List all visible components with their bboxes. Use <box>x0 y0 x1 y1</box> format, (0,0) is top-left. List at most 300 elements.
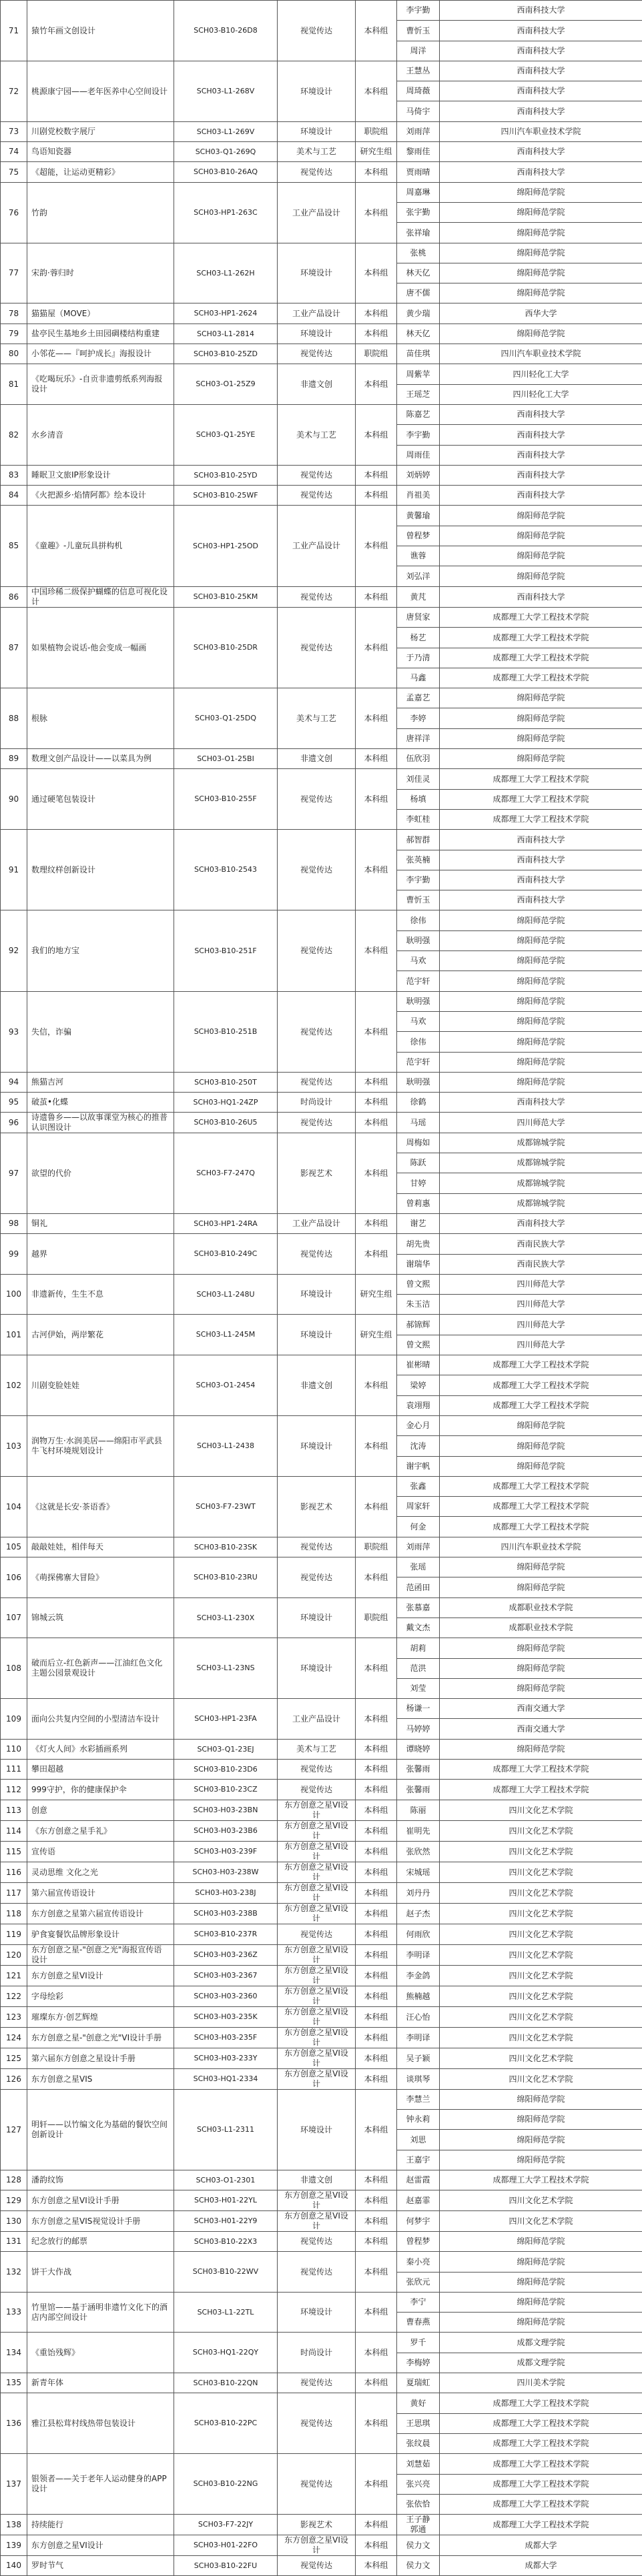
entry-category: 东方创意之星VI设计 <box>278 1945 356 1966</box>
entry-category: 视觉传达 <box>278 2454 356 2515</box>
member-name: 崔彬晴 <box>397 1355 440 1375</box>
entry-title: 攀田超越 <box>27 1760 174 1780</box>
entry-group: 本科组 <box>356 2333 397 2373</box>
table-row <box>1 1113 642 1133</box>
member-name: 刘雨萍 <box>397 122 440 142</box>
entry-number: 140 <box>1 2556 27 2576</box>
entry-code: SCH03-H03-238B <box>174 1904 278 1924</box>
entry-category: 东方创意之星VI设计 <box>278 1966 356 1986</box>
entry-number: 93 <box>1 992 27 1073</box>
entry-number: 78 <box>1 303 27 324</box>
table-row <box>1 2393 642 2414</box>
table-row <box>1 486 642 506</box>
member-school: 四川师范大学 <box>440 1275 642 1295</box>
member-school: 西南科技大学 <box>440 21 642 41</box>
entry-category: 东方创意之星VI设计 <box>278 1862 356 1883</box>
entry-code: SCH03-O1-25BI <box>174 749 278 769</box>
table-row <box>1 466 642 486</box>
member-school: 四川师范大学 <box>440 1335 642 1355</box>
table-row <box>1 2190 642 2211</box>
member-name: 杨填 <box>397 790 440 810</box>
member-name: 马倚宇 <box>397 101 440 122</box>
member-name: 熊楠越 <box>397 1986 440 2007</box>
member-name: 李明译 <box>397 2028 440 2048</box>
entry-title: 润物万生·水润美居——绵阳市平武县牛飞村环境规划设计 <box>27 1416 174 1477</box>
entry-category: 东方创意之星VI设计 <box>278 1821 356 1842</box>
entry-number: 76 <box>1 183 27 243</box>
member-name: 范宇轩 <box>397 971 440 992</box>
entry-category: 工业产品设计 <box>278 303 356 324</box>
entry-number: 82 <box>1 405 27 466</box>
entry-number: 124 <box>1 2028 27 2048</box>
member-school: 成都理工大学工程技术学院 <box>440 1375 642 1396</box>
entry-code: SCH03-L1-23NS <box>174 1638 278 1699</box>
entry-number: 92 <box>1 910 27 992</box>
entry-title: 饼干大作战 <box>27 2252 174 2293</box>
table-row <box>1 122 642 142</box>
member-school: 西南科技大学 <box>440 101 642 122</box>
entry-group: 本科组 <box>356 1093 397 1113</box>
member-name: 耿明强 <box>397 992 440 1012</box>
entry-group: 本科组 <box>356 2048 397 2069</box>
member-school: 成都文理学院 <box>440 2353 642 2373</box>
member-school: 成都大学 <box>440 2556 642 2576</box>
entry-code: SCH03-B10-22QN <box>174 2373 278 2393</box>
member-name: 马欢 <box>397 951 440 971</box>
entry-category: 视觉传达 <box>278 608 356 688</box>
entry-title: 欲望的代价 <box>27 1133 174 1214</box>
entry-number: 94 <box>1 1073 27 1093</box>
entry-code: SCH03-B10-2543 <box>174 830 278 910</box>
entry-title: 第六届宣传语设计 <box>27 1883 174 1904</box>
member-name: 张馨雨 <box>397 1760 440 1780</box>
entry-group: 本科组 <box>356 587 397 608</box>
member-school: 成都理工大学工程技术学院 <box>440 628 642 648</box>
entry-number: 111 <box>1 1760 27 1780</box>
member-school: 绵阳师范学院 <box>440 566 642 587</box>
entry-title: 破茧•化蝶 <box>27 1093 174 1113</box>
entry-title: 铜礼 <box>27 1214 174 1234</box>
entry-title: 竹韵 <box>27 183 174 243</box>
table-row <box>1 1883 642 1904</box>
table-row <box>1 587 642 608</box>
entry-number: 85 <box>1 506 27 587</box>
entry-category: 非遗文创 <box>278 364 356 405</box>
member-school: 成都理工大学工程技术学院 <box>440 1477 642 1497</box>
entry-title: 熊猫吉河 <box>27 1073 174 1093</box>
entry-code: SCH03-L1-262H <box>174 243 278 303</box>
entry-category: 视觉传达 <box>278 830 356 910</box>
table-row <box>1 1821 642 1842</box>
member-school: 西南科技大学 <box>440 587 642 608</box>
member-school: 成都职业技术学院 <box>440 1598 642 1618</box>
entry-group: 本科组 <box>356 2211 397 2232</box>
member-name: 崔明先 <box>397 1821 440 1842</box>
member-school: 绵阳师范学院 <box>440 1032 642 1053</box>
member-name: 张鑫 <box>397 1477 440 1497</box>
member-name: 李慧兰 <box>397 2090 440 2110</box>
entry-title: 东方创意之星-"创意之光"VI设计手册 <box>27 2028 174 2048</box>
entry-category: 非遗文创 <box>278 1355 356 1416</box>
entry-number: 74 <box>1 142 27 162</box>
entry-group: 本科组 <box>356 1073 397 1093</box>
member-name: 吴子颖 <box>397 2048 440 2069</box>
entry-code: SCH03-H03-235K <box>174 2007 278 2028</box>
table-row <box>1 1355 642 1375</box>
table-row <box>1 1945 642 1966</box>
entry-title: 川剧党校数字展厅 <box>27 122 174 142</box>
entry-title: 东方创意之星VI设计 <box>27 1966 174 1986</box>
entry-category: 视觉传达 <box>278 1113 356 1133</box>
table-row <box>1 364 642 385</box>
entry-group: 本科组 <box>356 1416 397 1477</box>
table-row <box>1 2007 642 2028</box>
entry-group: 本科组 <box>356 992 397 1073</box>
entry-code: SCH03-HP1-2624 <box>174 303 278 324</box>
entry-group: 本科组 <box>356 2232 397 2252</box>
table-row <box>1 2090 642 2110</box>
member-school: 成都理工大学工程技术学院 <box>440 1780 642 1800</box>
entry-category: 视觉传达 <box>278 910 356 992</box>
entry-code: SCH03-Q1-25DQ <box>174 688 278 749</box>
member-name: 罗千 <box>397 2333 440 2353</box>
member-school: 西南民族大学 <box>440 1255 642 1275</box>
member-name: 刘雨萍 <box>397 1537 440 1557</box>
entry-group: 研究生组 <box>356 1275 397 1315</box>
entry-title: 东方创意之星VIS <box>27 2069 174 2090</box>
entry-group: 研究生组 <box>356 1315 397 1355</box>
member-name: 李梅婷 <box>397 2353 440 2373</box>
entry-code: SCH03-Q1-269Q <box>174 142 278 162</box>
member-name: 侯力文 <box>397 2556 440 2576</box>
entry-category: 视觉传达 <box>278 1234 356 1275</box>
entry-category: 视觉传达 <box>278 1760 356 1780</box>
member-school: 四川文化艺术学院 <box>440 2028 642 2048</box>
entry-number: 84 <box>1 486 27 506</box>
table-row <box>1 1638 642 1659</box>
entry-code: SCH03-B10-255F <box>174 769 278 830</box>
member-name: 陈跃 <box>397 1153 440 1173</box>
entry-number: 116 <box>1 1862 27 1883</box>
entry-category: 视觉传达 <box>278 2393 356 2454</box>
entry-code: SCH03-B10-25YD <box>174 466 278 486</box>
entry-code: SCH03-L1-22TL <box>174 2293 278 2333</box>
member-name: 唐祥洋 <box>397 729 440 749</box>
entry-group: 本科组 <box>356 1355 397 1416</box>
member-school: 绵阳师范学院 <box>440 1577 642 1598</box>
entry-group: 本科组 <box>356 1821 397 1842</box>
entry-title: 通过硬笔包装设计 <box>27 769 174 830</box>
entry-number: 138 <box>1 2515 27 2535</box>
member-school: 成都理工大学工程技术学院 <box>440 2434 642 2454</box>
member-school: 绵阳师范学院 <box>440 526 642 546</box>
entry-group: 本科组 <box>356 1638 397 1699</box>
entry-code: SCH03-L1-245M <box>174 1315 278 1355</box>
member-school: 绵阳师范学院 <box>440 951 642 971</box>
entry-category: 东方创意之星VI设计 <box>278 2007 356 2028</box>
member-name: 范函田 <box>397 1577 440 1598</box>
member-name: 李金鸽 <box>397 1966 440 1986</box>
entry-number: 100 <box>1 1275 27 1315</box>
entry-code: SCH03-L1-2311 <box>174 2090 278 2170</box>
entry-code: SCH03-B10-22X3 <box>174 2232 278 2252</box>
entry-group: 本科组 <box>356 688 397 749</box>
table-row <box>1 830 642 850</box>
member-school: 成都理工大学工程技术学院 <box>440 1760 642 1780</box>
entry-number: 134 <box>1 2333 27 2373</box>
entry-number: 102 <box>1 1355 27 1416</box>
entry-number: 129 <box>1 2190 27 2211</box>
entry-number: 83 <box>1 466 27 486</box>
member-school: 成都文理学院 <box>440 2333 642 2353</box>
table-row <box>1 992 642 1012</box>
member-name: 马婷婷 <box>397 1719 440 1740</box>
member-school: 绵阳师范学院 <box>440 749 642 769</box>
member-school: 绵阳师范学院 <box>440 1740 642 1760</box>
entry-group: 本科组 <box>356 2535 397 2556</box>
member-name: 宋城瑶 <box>397 1862 440 1883</box>
entry-title: 猿竹年画文创设计 <box>27 1 174 61</box>
member-school: 绵阳师范学院 <box>440 506 642 526</box>
member-name: 曾程梦 <box>397 526 440 546</box>
entry-title: 敲敲娃娃，相伴每天 <box>27 1537 174 1557</box>
member-name: 刘思 <box>397 2130 440 2150</box>
member-name: 肖祖美 <box>397 486 440 506</box>
table-row <box>1 2333 642 2353</box>
entry-number: 86 <box>1 587 27 608</box>
member-name: 谯蓉 <box>397 546 440 566</box>
entry-title: 驴食宴餐饮品牌形象设计 <box>27 1924 174 1945</box>
entry-category: 非遗文创 <box>278 2170 356 2190</box>
table-row <box>1 1234 642 1255</box>
entry-category: 环境设计 <box>278 2293 356 2333</box>
member-name: 张祥瑜 <box>397 223 440 243</box>
member-school: 成都理工大学工程技术学院 <box>440 608 642 628</box>
entry-number: 81 <box>1 364 27 405</box>
member-school: 绵阳师范学院 <box>440 1416 642 1436</box>
entry-number: 99 <box>1 1234 27 1275</box>
entry-title: 越界 <box>27 1234 174 1275</box>
table-row <box>1 324 642 344</box>
member-name: 何雨欣 <box>397 1924 440 1945</box>
member-school: 绵阳师范学院 <box>440 2313 642 2333</box>
entry-category: 视觉传达 <box>278 466 356 486</box>
member-name: 曹忻玉 <box>397 21 440 41</box>
member-name: 马欢 <box>397 1012 440 1032</box>
member-school: 四川文化艺术学院 <box>440 1821 642 1842</box>
member-name: 刘炳婷 <box>397 466 440 486</box>
member-school: 成都理工大学工程技术学院 <box>440 769 642 790</box>
member-school: 西南科技大学 <box>440 81 642 101</box>
entry-number: 96 <box>1 1113 27 1133</box>
member-name: 黄芃 <box>397 587 440 608</box>
table-row <box>1 1966 642 1986</box>
entry-code: SCH03-H01-22Y9 <box>174 2211 278 2232</box>
entry-category: 环境设计 <box>278 1598 356 1638</box>
entry-group: 本科组 <box>356 1557 397 1598</box>
member-name: 王慧丛 <box>397 61 440 81</box>
member-name: 唐贤家 <box>397 608 440 628</box>
entry-number: 126 <box>1 2069 27 2090</box>
entry-title: 面向公共复内空间的小型清洁车设计 <box>27 1699 174 1740</box>
table-row <box>1 2373 642 2393</box>
table-row <box>1 1557 642 1577</box>
entry-group: 本科组 <box>356 1133 397 1214</box>
entry-category: 环境设计 <box>278 122 356 142</box>
table-row <box>1 1842 642 1862</box>
member-school: 绵阳师范学院 <box>440 2232 642 2252</box>
member-school: 四川文化艺术学院 <box>440 1904 642 1924</box>
member-name: 徐伟 <box>397 1032 440 1053</box>
entry-group: 本科组 <box>356 1214 397 1234</box>
entry-code: SCH03-B10-25DR <box>174 608 278 688</box>
member-name: 甘婷 <box>397 1173 440 1194</box>
entry-number: 117 <box>1 1883 27 1904</box>
table-row <box>1 1986 642 2007</box>
entry-group: 本科组 <box>356 1 397 61</box>
member-school: 成都理工大学工程技术学院 <box>440 2414 642 2434</box>
member-name: 张瑶 <box>397 1557 440 1577</box>
member-name: 谈琪琴 <box>397 2069 440 2090</box>
member-name: 曹忻玉 <box>397 890 440 910</box>
entry-group: 本科组 <box>356 364 397 405</box>
entry-code: SCH03-B10-25KM <box>174 587 278 608</box>
table-row <box>1 749 642 769</box>
member-name: 朱玉洁 <box>397 1295 440 1315</box>
member-name: 范宇轩 <box>397 1053 440 1073</box>
table-row <box>1 1862 642 1883</box>
member-school: 西南民族大学 <box>440 1234 642 1255</box>
member-school: 西南科技大学 <box>440 142 642 162</box>
entry-category: 美术与工艺 <box>278 405 356 466</box>
entry-group: 本科组 <box>356 769 397 830</box>
table-row <box>1 2170 642 2190</box>
entry-category: 环境设计 <box>278 1416 356 1477</box>
member-name: 徐伟 <box>397 910 440 931</box>
member-school: 绵阳师范学院 <box>440 1073 642 1093</box>
member-name: 陈嘉艺 <box>397 405 440 425</box>
entry-code: SCH03-Q1-23EJ <box>174 1740 278 1760</box>
entry-category: 美术与工艺 <box>278 1740 356 1760</box>
entry-code: SCH03-HQ1-22QY <box>174 2333 278 2373</box>
entry-title: 宋韵·蓉归时 <box>27 243 174 303</box>
entry-group: 本科组 <box>356 1924 397 1945</box>
table-row <box>1 1 642 21</box>
member-name: 周嘉琳 <box>397 183 440 203</box>
member-name: 曾文熙 <box>397 1275 440 1295</box>
entry-title: 诗遗鲁乡——以故事课堂为核心的推普认识图设计 <box>27 1113 174 1133</box>
entry-title: 字母绘彩 <box>27 1986 174 2007</box>
entry-title: 竹里馆——基于涵明非遗竹文化下的酒店内部空间设计 <box>27 2293 174 2333</box>
entry-group: 本科组 <box>356 162 397 183</box>
member-school: 绵阳师范学院 <box>440 2293 642 2313</box>
entry-group: 本科组 <box>356 2190 397 2211</box>
entry-group: 本科组 <box>356 1945 397 1966</box>
entry-number: 103 <box>1 1416 27 1477</box>
member-name: 曾程梦 <box>397 2232 440 2252</box>
entry-title: 璀璨东方·创艺辉煌 <box>27 2007 174 2028</box>
entry-code: SCH03-F7-23WT <box>174 1477 278 1537</box>
entry-number: 113 <box>1 1800 27 1821</box>
entry-group: 职院组 <box>356 344 397 364</box>
entry-number: 73 <box>1 122 27 142</box>
entry-code: SCH03-O1-25Z9 <box>174 364 278 405</box>
member-name: 郝锦辉 <box>397 1315 440 1335</box>
member-name: 钟永莉 <box>397 2110 440 2130</box>
entry-title: 非遗新传，生生不息 <box>27 1275 174 1315</box>
entry-code: SCH03-B10-23D6 <box>174 1760 278 1780</box>
member-school: 四川文化艺术学院 <box>440 1945 642 1966</box>
member-school: 绵阳师范学院 <box>440 2150 642 2170</box>
entry-category: 视觉传达 <box>278 162 356 183</box>
entry-number: 107 <box>1 1598 27 1638</box>
member-name: 马鑫 <box>397 668 440 688</box>
member-school: 西南科技大学 <box>440 466 642 486</box>
member-name: 沈涛 <box>397 1436 440 1457</box>
member-name: 马瑶 <box>397 1113 440 1133</box>
member-school: 四川文化艺术学院 <box>440 1862 642 1883</box>
member-school: 四川文化艺术学院 <box>440 2069 642 2090</box>
entry-number: 106 <box>1 1557 27 1598</box>
member-name: 杨艺 <box>397 628 440 648</box>
entry-category: 东方创意之星VI设计 <box>278 1904 356 1924</box>
entry-group: 本科组 <box>356 1842 397 1862</box>
entry-category: 视觉传达 <box>278 1537 356 1557</box>
entry-code: SCH03-B10-23CZ <box>174 1780 278 1800</box>
entry-group: 本科组 <box>356 2556 397 2576</box>
entry-number: 123 <box>1 2007 27 2028</box>
entry-group: 本科组 <box>356 2454 397 2515</box>
member-school: 成都理工大学工程技术学院 <box>440 648 642 668</box>
entry-category: 东方创意之星VI设计 <box>278 1986 356 2007</box>
entry-title: 《火把源乡·焰情阿都》绘本设计 <box>27 486 174 506</box>
entry-code: SCH03-B10-25WF <box>174 486 278 506</box>
entry-number: 95 <box>1 1093 27 1113</box>
entry-code: SCH03-HP1-23FA <box>174 1699 278 1740</box>
entry-category: 视觉传达 <box>278 2252 356 2293</box>
entry-title: 潘韵纹饰 <box>27 2170 174 2190</box>
entry-group: 本科组 <box>356 243 397 303</box>
entry-title: 创意 <box>27 1800 174 1821</box>
entry-group: 研究生组 <box>356 142 397 162</box>
member-school: 四川文化艺术学院 <box>440 2048 642 2069</box>
entry-category: 时尚设计 <box>278 1093 356 1113</box>
entry-code: SCH03-HP1-25OD <box>174 506 278 587</box>
entry-category: 视觉传达 <box>278 1073 356 1093</box>
member-school: 绵阳师范学院 <box>440 1659 642 1679</box>
entry-number: 72 <box>1 61 27 122</box>
entry-code: SCH03-B10-237R <box>174 1924 278 1945</box>
entry-number: 118 <box>1 1904 27 1924</box>
entry-category: 环境设计 <box>278 1315 356 1355</box>
entry-group: 本科组 <box>356 183 397 243</box>
entry-category: 东方创意之星VI设计 <box>278 2535 356 2556</box>
member-school: 成都锦城学院 <box>440 1153 642 1173</box>
entry-number: 110 <box>1 1740 27 1760</box>
entry-code: SCH03-B10-250T <box>174 1073 278 1093</box>
entry-number: 139 <box>1 2535 27 2556</box>
entry-number: 108 <box>1 1638 27 1699</box>
entry-title: 锦城云筑 <box>27 1598 174 1638</box>
entry-category: 视觉传达 <box>278 2556 356 2576</box>
entry-category: 东方创意之星VI设计 <box>278 1883 356 1904</box>
entry-group: 本科组 <box>356 486 397 506</box>
member-name: 周梅如 <box>397 1133 440 1153</box>
member-school: 绵阳师范学院 <box>440 971 642 992</box>
member-name: 张馨雨 <box>397 1780 440 1800</box>
member-name: 唐不儒 <box>397 283 440 303</box>
entry-number: 137 <box>1 2454 27 2515</box>
